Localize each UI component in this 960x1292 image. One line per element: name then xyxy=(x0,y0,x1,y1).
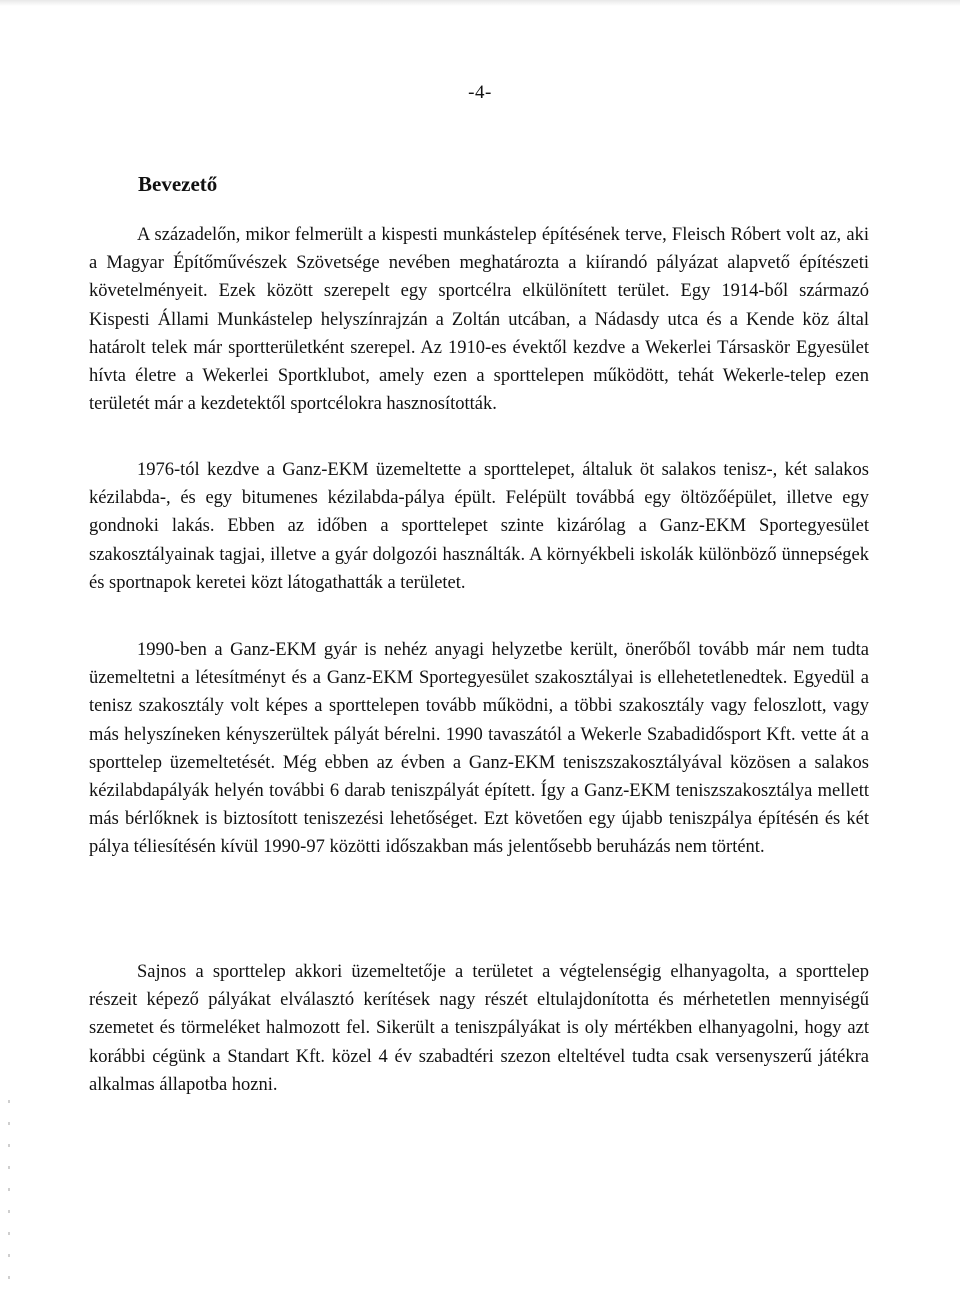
paragraph-1990s-operation: 1990-ben a Ganz-EKM gyár is nehéz anyagi helyzetbe került, önerőből tovább már nem tudta üzemeltetni a létesítményt és a Ganz-EKM Sportegyesület szakosztályai is ellehetetlenedtek. Egyedül a tenisz szakosztály volt képes a sporttelepen tovább működni, a többi szakosztály vagy feloszlott, vagy más helyszíneken kényszerültek pályát bérelni. 1990 tavaszától a Wekerle Szabadidősport Kft. vette át a sporttelep üzemeltetését. Még ebben az évben a Ganz-EKM teniszszakosztályával közösen a salakos kézilabdapályák helyén további 6 darab teniszpályát épített. Így a Ganz-EKM teniszszakosztálya mellett más bérlőknek is biztosított teniszezési lehetőséget. Ezt követően egy újabb teniszpálya építésén és két pálya téliesítésén kívül 1990-97 közötti időszakban más jelentősebb beruházás nem történt. xyxy=(89,640,869,858)
page-number: -4- xyxy=(468,82,492,103)
paragraph-neglect: Sajnos a sporttelep akkori üzemeltetője a területet a végtelenségig elhanyagolta, a sporttelep részeit képező pályákat elválasztó kerítések nagy részét eltulajdonította és mérhetetlen mennyiségű szemetet és törmeléket halmozott fel. Sikerült a teniszpályákat is oly mértékben elhanyagolni, hogy azt korábbi cégünk a Standart Kft. közel 4 év szabadtéri szezon elteltével tudta csak versenyszerű játékra alkalmas állapotba hozni. xyxy=(89,962,869,1095)
paragraph-history-origins: A századelőn, mikor felmerült a kispesti munkástelep építésének terve, Fleisch Róbert volt az, aki a Magyar Építőművészek Szövetsége nevében meghatározta a kiírandó pályázat alapvető építészeti követelményeit. Ezek között szerepelt egy sportcélra elkülönített terület. Egy 1914-ből származó Kispesti Állami Munkástelep helyszínrajzán a Zoltán utcában, a Nádasdy utca és a Kende köz által határolt telek már sportterületként szerepel. Az 1910-es évektől kezdve a Wekerlei Társaskör Egyesület hívta életre a Wekerlei Sportklubot, amely ezen a sporttelepen működött, tehát Wekerle-telep ezen területét már a kezdetektől sportcélokra hasznosították. xyxy=(89,225,869,415)
scan-edge xyxy=(0,0,960,6)
margin-scan-marks xyxy=(8,1100,10,1290)
section-heading: Bevezető xyxy=(138,172,218,196)
paragraph-ganz-ekm-era: 1976-tól kezdve a Ganz-EKM üzemeltette a sporttelepet, általuk öt salakos tenisz-, két salakos kézilabda-, és egy bitumenes kézilabda-pálya épült. Felépült továbbá egy öltözőépület, illetve egy gondnoki lakás. Ebben az időben a sporttelepet szinte kizárólag a Ganz-EKM Sportegyesület szakosztályainak tagjai, illetve a gyár dolgozói használták. A környékbeli iskolák különböző ünnepségek és sportnapok keretei közt látogathatták a területet. xyxy=(89,460,869,593)
